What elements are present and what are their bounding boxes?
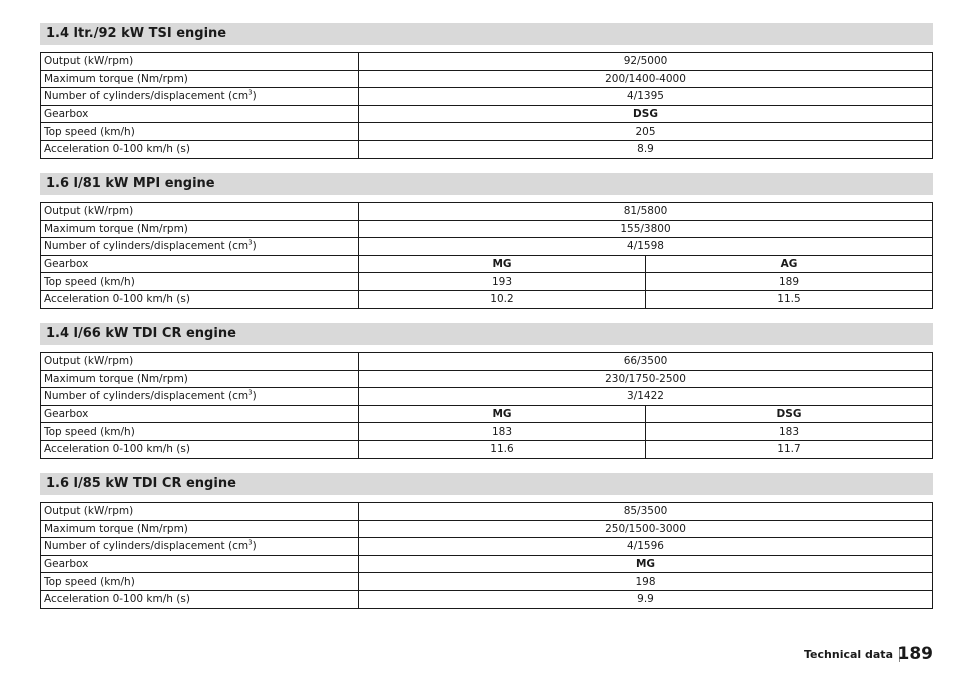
row-label	[41, 538, 359, 556]
row-label: Top speed (km/h)	[41, 123, 359, 141]
section-title: 1.4 l/66 kW TDI CR engine	[40, 323, 933, 345]
spec-table	[40, 352, 933, 459]
row-value: 198	[359, 573, 933, 591]
row-value: 85/3500	[359, 503, 933, 521]
row-value-b: 11.5	[646, 290, 933, 308]
row-label: Acceleration 0-100 km/h (s)	[41, 140, 359, 158]
table-row	[41, 238, 933, 256]
row-value: 4/1596	[359, 538, 933, 556]
table-row	[41, 405, 933, 423]
table-row	[41, 555, 933, 573]
row-value: 205	[359, 123, 933, 141]
row-label: Output (kW/rpm)	[41, 503, 359, 521]
row-value-a: MG	[359, 255, 646, 273]
row-value: 92/5000	[359, 53, 933, 71]
row-value: MG	[359, 555, 933, 573]
row-label: Top speed (km/h)	[41, 273, 359, 291]
table-row	[41, 440, 933, 458]
row-label: Output (kW/rpm)	[41, 353, 359, 371]
label-text: Number of cylinders/displacement (cm	[44, 90, 249, 103]
section-title: 1.4 ltr./92 kW TSI engine	[40, 23, 933, 45]
spec-table	[40, 52, 933, 159]
row-value: 81/5800	[359, 203, 933, 221]
table-row	[41, 590, 933, 608]
row-value-a: MG	[359, 405, 646, 423]
row-label	[41, 238, 359, 256]
table-row	[41, 290, 933, 308]
row-value: 155/3800	[359, 220, 933, 238]
spec-table	[40, 502, 933, 609]
row-value-a: 10.2	[359, 290, 646, 308]
row-value: 250/1500-3000	[359, 520, 933, 538]
superscript: 3	[248, 388, 253, 397]
label-tail: )	[252, 390, 257, 403]
row-label	[41, 88, 359, 106]
row-label: Maximum torque (Nm/rpm)	[41, 70, 359, 88]
row-value: 230/1750-2500	[359, 370, 933, 388]
row-label: Maximum torque (Nm/rpm)	[41, 370, 359, 388]
label-tail: )	[252, 90, 257, 103]
footer-section-label: Technical data	[804, 648, 893, 661]
table-row	[41, 140, 933, 158]
row-label: Output (kW/rpm)	[41, 203, 359, 221]
engine-section-2	[40, 173, 933, 306]
table-row	[41, 203, 933, 221]
table-row	[41, 105, 933, 123]
table-row	[41, 70, 933, 88]
row-value-b: AG	[646, 255, 933, 273]
row-value-b: 11.7	[646, 440, 933, 458]
superscript: 3	[248, 88, 253, 97]
label-tail: )	[252, 540, 257, 553]
row-value-b: 189	[646, 273, 933, 291]
row-label: Acceleration 0-100 km/h (s)	[41, 290, 359, 308]
row-value-b: 183	[646, 423, 933, 441]
label-text: Number of cylinders/displacement (cm	[44, 390, 249, 403]
table-row	[41, 273, 933, 291]
row-label: Acceleration 0-100 km/h (s)	[41, 590, 359, 608]
superscript: 3	[248, 238, 253, 247]
row-value-a: 183	[359, 423, 646, 441]
row-label: Maximum torque (Nm/rpm)	[41, 220, 359, 238]
row-value-a: 11.6	[359, 440, 646, 458]
row-label: Gearbox	[41, 405, 359, 423]
row-label: Gearbox	[41, 255, 359, 273]
table-row	[41, 220, 933, 238]
table-row	[41, 255, 933, 273]
row-value: 8.9	[359, 140, 933, 158]
row-label: Gearbox	[41, 555, 359, 573]
section-title: 1.6 l/85 kW TDI CR engine	[40, 473, 933, 495]
row-value: 4/1395	[359, 88, 933, 106]
superscript: 3	[248, 538, 253, 547]
row-value-b: DSG	[646, 405, 933, 423]
page-number: 189	[897, 644, 933, 664]
row-label: Gearbox	[41, 105, 359, 123]
table-row	[41, 88, 933, 106]
table-row	[41, 370, 933, 388]
table-row	[41, 388, 933, 406]
row-value: 200/1400-4000	[359, 70, 933, 88]
table-row	[41, 123, 933, 141]
table-row	[41, 53, 933, 71]
table-row	[41, 503, 933, 521]
engine-section-1	[40, 23, 933, 156]
row-label: Top speed (km/h)	[41, 423, 359, 441]
engine-section-3	[40, 323, 933, 456]
row-value: 3/1422	[359, 388, 933, 406]
table-row	[41, 538, 933, 556]
table-row	[41, 573, 933, 591]
section-title: 1.6 l/81 kW MPI engine	[40, 173, 933, 195]
label-text: Number of cylinders/displacement (cm	[44, 540, 249, 553]
row-label: Output (kW/rpm)	[41, 53, 359, 71]
row-label: Top speed (km/h)	[41, 573, 359, 591]
row-value: 4/1598	[359, 238, 933, 256]
table-row	[41, 423, 933, 441]
label-tail: )	[252, 240, 257, 253]
engine-section-4	[40, 473, 933, 606]
row-label: Maximum torque (Nm/rpm)	[41, 520, 359, 538]
table-row	[41, 353, 933, 371]
spec-table	[40, 202, 933, 309]
row-value: 9.9	[359, 590, 933, 608]
table-row	[41, 520, 933, 538]
row-value-a: 193	[359, 273, 646, 291]
row-label	[41, 388, 359, 406]
row-value: DSG	[359, 105, 933, 123]
row-label: Acceleration 0-100 km/h (s)	[41, 440, 359, 458]
label-text: Number of cylinders/displacement (cm	[44, 240, 249, 253]
row-value: 66/3500	[359, 353, 933, 371]
